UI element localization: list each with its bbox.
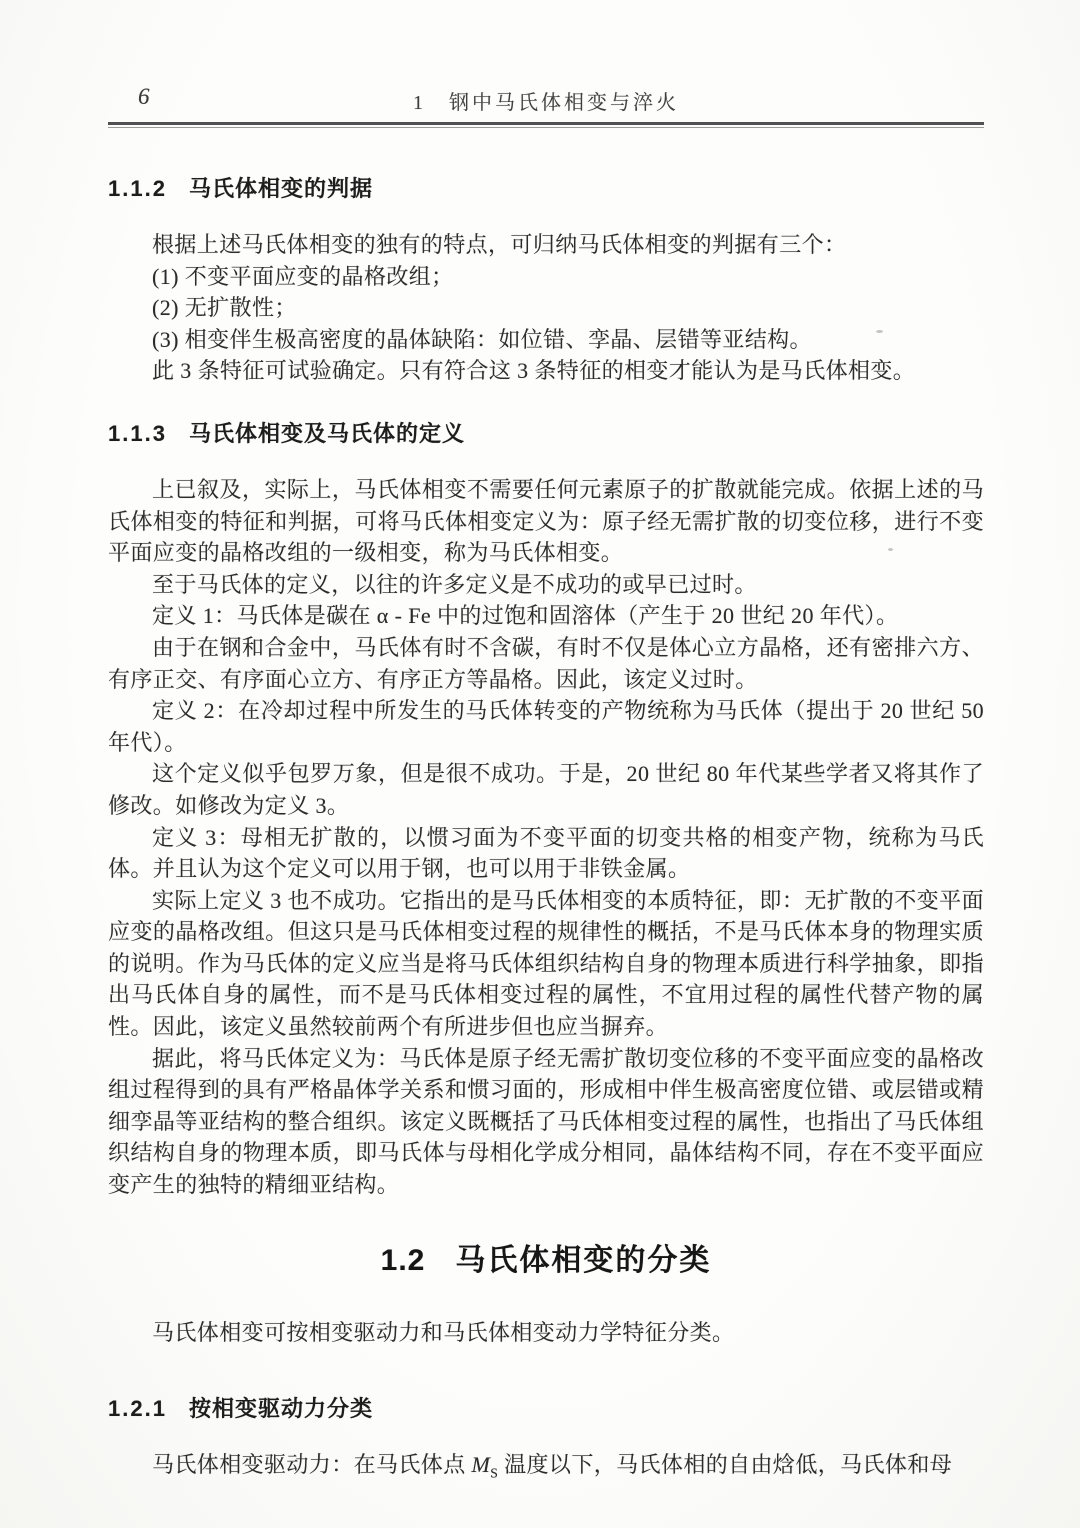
paragraph-definition-intro: 上已叙及，实际上，马氏体相变不需要任何元素原子的扩散就能完成。依据上述的马氏体相变的特征和判据，可将马氏体相变定义为：原子经无需扩散的切变位移，进行不变平面应变的晶格改组的一级相变，称为马氏体相变。 <box>108 476 984 566</box>
chapter-running-title: 1 钢中马氏体相变与淬火 <box>413 92 679 114</box>
section-number: 1.1.3 <box>108 420 167 446</box>
paragraph-classification-intro: 马氏体相变可按相变驱动力和马氏体相变动力学特征分类。 <box>152 1319 735 1345</box>
section-number: 1.2.1 <box>108 1396 167 1422</box>
running-head <box>108 84 984 112</box>
paragraph-definition-2-critique: 这个定义似乎包罗万象，但是很不成功。于是，20 世纪 80 年代某些学者又将其作了修改。如修改为定义 3。 <box>108 761 984 818</box>
list-item-criterion-1: (1) 不变平面应变的晶格改组； <box>152 263 454 289</box>
text-after-symbol: 温度以下，马氏体相的自由焓低，马氏体和母 <box>498 1452 953 1478</box>
heading-1-1-2 <box>108 172 984 203</box>
paragraph-definition-1-critique: 由于在钢和合金中，马氏体有时不含碳，有时不仅是体心立方晶格，还有密排六方、有序正交、有序面心立方、有序正方等晶格。因此，该定义过时。 <box>108 634 984 692</box>
paragraph-criteria-intro: 根据上述马氏体相变的独有的特点，可归纳马氏体相变的判据有三个： <box>152 232 847 257</box>
section-title: 马氏体相变及马氏体的定义 <box>188 420 465 446</box>
section-title: 马氏体相变的判据 <box>188 176 373 201</box>
heading-1-2-1 <box>108 1392 984 1423</box>
symbol-subscript-s: S <box>490 1465 499 1481</box>
symbol-m: M <box>471 1452 491 1478</box>
paragraph-criteria-conclusion: 此 3 条特征可试验确定。只有符合这 3 条特征的相变才能认为是马氏体相变。 <box>152 358 916 384</box>
text-before-symbol: 马氏体相变驱动力：在马氏体点 <box>152 1452 472 1478</box>
scan-artifact <box>888 548 893 551</box>
heading-1-2 <box>108 1235 984 1279</box>
paragraph-driving-force <box>108 1449 984 1489</box>
paragraph-definition-3: 定义 3：母相无扩散的，以惯习面为不变平面的切变共格的相变产物，统称为马氏体。并且认为这个定义可以用于钢，也可以用于非铁金属。 <box>108 824 984 882</box>
paragraph-definition-3-critique: 实际上定义 3 也不成功。它指出的是马氏体相变的本质特征，即：无扩散的不变平面应变的晶格改组。但这只是马氏体相变过程的规律性的概括，不是马氏体本身的物理实质的说明。作为马氏体的定义应当是将马氏体组织结构自身的物理本质进行科学抽象，即指出马氏体自身的属性，而不是马氏体相变过程的属性，不宜用过程的属性代替产物的属性。因此，该定义虽然较前两个有所进步但也应当摒弃。 <box>108 887 984 1040</box>
list-item-criterion-2: (2) 无扩散性； <box>152 295 297 321</box>
section-title: 马氏体相变的分类 <box>455 1243 712 1277</box>
list-item-criterion-3: (3) 相变伴生极高密度的晶体缺陷：如位错、孪晶、层错等亚结构。 <box>152 326 812 352</box>
paragraph-new-definition: 据此，将马氏体定义为：马氏体是原子经无需扩散切变位移的不变平面应变的晶格改组过程得到的具有严格晶体学关系和惯习面的，形成相中伴生极高密度位错、或层错或精细孪晶等亚结构的整合组织。该定义既概括了马氏体相变过程的属性，也指出了马氏体组织结构自身的物理本质，即马氏体与母相化学成分相同，晶体结构不同，存在不变平面应变产生的独特的精细亚结构。 <box>108 1045 984 1198</box>
paragraph-old-definitions: 至于马氏体的定义，以往的许多定义是不成功的或早已过时。 <box>152 571 757 597</box>
martensite-point-symbol <box>471 1452 499 1481</box>
paragraph-definition-1: 定义 1：马氏体是碳在 α - Fe 中的过饱和固溶体（产生于 20 世纪 20 年代）。 <box>152 603 899 629</box>
page-number: 6 <box>138 84 150 109</box>
heading-1-1-3 <box>108 417 984 448</box>
header-rule <box>108 122 984 128</box>
section-title: 按相变驱动力分类 <box>188 1396 373 1422</box>
section-number: 1.2 <box>380 1243 426 1277</box>
section-number: 1.1.2 <box>108 176 167 201</box>
scan-artifact <box>876 330 883 333</box>
paragraph-definition-2: 定义 2：在冷却过程中所发生的马氏体转变的产物统称为马氏体（提出于 20 世纪 50 年代）。 <box>108 698 984 755</box>
